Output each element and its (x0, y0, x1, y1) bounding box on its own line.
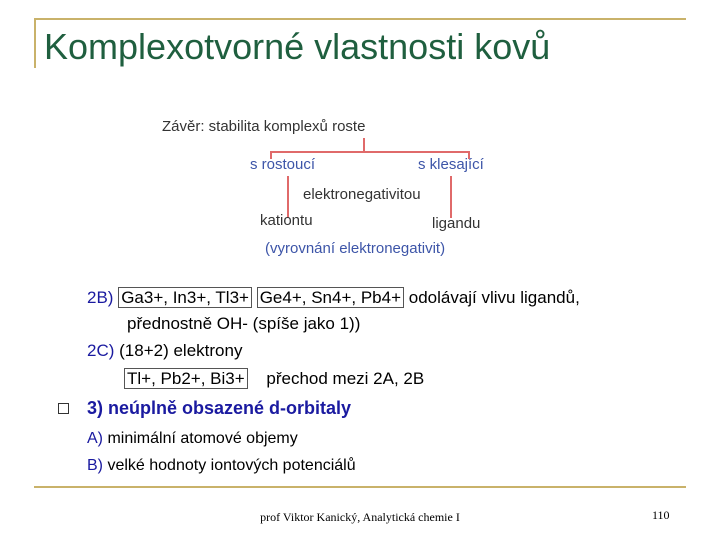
page-number: 110 (652, 508, 670, 522)
point-2b-text: odolávají vlivu ligandů, (408, 288, 580, 307)
point-3a-text: minimální atomové objemy (107, 430, 298, 447)
slide-title: Komplexotvorné vlastnosti kovů (44, 26, 551, 67)
diagram-middle: elektronegativitou (303, 186, 421, 203)
diagram-left-branch: s rostoucí (250, 156, 316, 173)
point-2b-line2: přednostně OH- (spíše jako 1)) (127, 314, 361, 333)
point-3a (87, 430, 298, 448)
point-3: 3) neúplně obsazené d-orbitaly (87, 398, 352, 418)
ions-group-4: Ge4+, Sn4+, Pb4+ (257, 287, 404, 308)
stability-diagram (150, 108, 510, 268)
top-frame-line (34, 18, 686, 20)
point-2c (87, 341, 242, 361)
diagram-note: (vyrovnání elektronegativit) (265, 240, 446, 257)
point-3a-label: A) (87, 430, 103, 447)
point-3b-label: B) (87, 457, 103, 474)
transition-text: přechod mezi 2A, 2B (266, 369, 425, 388)
diagram-heading: Závěr: stabilita komplexů roste (162, 118, 366, 135)
footer-author: prof Viktor Kanický, Analytická chemie I (260, 510, 460, 524)
diagram-left-leaf: kationtu (260, 212, 313, 229)
point-3b-text: velké hodnoty iontových potenciálů (107, 457, 356, 474)
point-3b (87, 457, 356, 475)
point-2b (87, 288, 580, 308)
footer-line (34, 486, 686, 488)
point-2c-line2 (124, 369, 424, 389)
ions-group-2c: Tl+, Pb2+, Bi3+ (124, 368, 248, 389)
bullet-square-icon (58, 403, 69, 414)
diagram-connector (363, 138, 365, 152)
point-2b-label: 2B) (87, 288, 114, 307)
ions-group-3: Ga3+, In3+, Tl3+ (118, 287, 252, 308)
diagram-right-branch: s klesající (418, 156, 484, 173)
diagram-connector (270, 151, 470, 153)
diagram-connector (450, 176, 452, 218)
diagram-right-leaf: ligandu (432, 215, 481, 232)
point-2c-label: 2C) (87, 341, 115, 360)
point-2c-text: (18+2) elektrony (119, 341, 243, 360)
left-frame-line (34, 18, 36, 68)
